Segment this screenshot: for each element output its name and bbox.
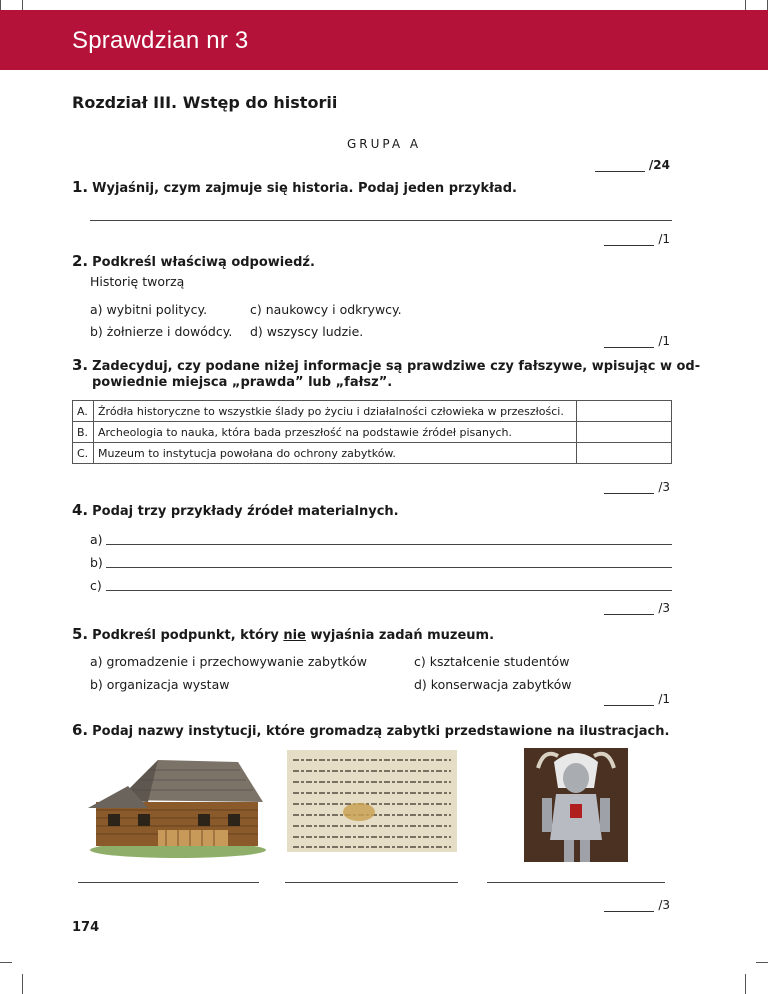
option-c[interactable]: c) kształcenie studentów	[414, 654, 570, 669]
table-row	[73, 443, 672, 464]
score-q6: /3	[604, 898, 670, 912]
option-a[interactable]: a) gromadzenie i przechowywanie zabytków	[90, 654, 367, 669]
answer-line[interactable]	[106, 590, 672, 591]
table-row	[73, 401, 672, 422]
question-6: 6. Podaj nazwy instytucji, które gromadzą zabytki przedstawione na ilustracjach.	[72, 721, 670, 739]
answer-line[interactable]	[90, 220, 672, 221]
page-number: 174	[72, 920, 100, 935]
score-q1: /1	[604, 232, 670, 246]
option-c[interactable]: c) naukowcy i odkrywcy.	[250, 302, 402, 317]
question-stem: Historię tworzą	[90, 274, 185, 289]
row-statement: Archeologia to nauka, która bada przeszłość na podstawie źródeł pisanych.	[94, 422, 577, 443]
answer-cell[interactable]	[577, 422, 672, 443]
option-a[interactable]: a) wybitni politycy.	[90, 302, 208, 317]
score-q2: /1	[604, 334, 670, 348]
answer-label-b: b)	[90, 555, 103, 570]
row-statement: Źródła historyczne to wszystkie ślady po życiu i działalności człowieka w przeszłości.	[94, 401, 577, 422]
option-d[interactable]: d) wszyscy ludzie.	[250, 324, 364, 339]
crop-mark	[756, 962, 768, 963]
question-3: 3. Zadecyduj, czy podane niżej informacje są prawdziwe czy fałszywe, wpisując w od-	[72, 356, 701, 374]
score-q5: /1	[604, 692, 670, 706]
group-label: GRUPA A	[346, 137, 422, 151]
option-b[interactable]: b) organizacja wystaw	[90, 677, 230, 692]
crop-mark	[0, 962, 12, 963]
armor-image	[524, 748, 628, 862]
chapter-title: Rozdział III. Wstęp do historii	[72, 93, 338, 112]
answer-line[interactable]	[106, 544, 672, 545]
option-d[interactable]: d) konserwacja zabytków	[414, 677, 572, 692]
row-letter: C.	[73, 443, 94, 464]
option-b[interactable]: b) żołnierze i dowódcy.	[90, 324, 233, 339]
answer-label-c: c)	[90, 578, 102, 593]
answer-line[interactable]	[285, 882, 458, 883]
crop-mark	[0, 0, 1, 10]
answer-line[interactable]	[487, 882, 665, 883]
row-letter: A.	[73, 401, 94, 422]
row-letter: B.	[73, 422, 94, 443]
question-5: 5. Podkreśl podpunkt, który nie wyjaśnia zadań muzeum.	[72, 625, 495, 643]
crop-mark	[745, 974, 746, 994]
answer-cell[interactable]	[577, 443, 672, 464]
question-4: 4. Podaj trzy przykłady źródeł materialnych.	[72, 501, 399, 519]
table-row	[73, 422, 672, 443]
score-q3: /3	[604, 480, 670, 494]
row-statement: Muzeum to instytucja powołana do ochrony zabytków.	[94, 443, 577, 464]
score-q4: /3	[604, 601, 670, 615]
answer-line[interactable]	[106, 567, 672, 568]
score-line[interactable]	[595, 159, 645, 172]
question-2: 2. Podkreśl właściwą odpowiedź.	[72, 252, 315, 270]
question-1: 1. Wyjaśnij, czym zajmuje się historia. Podaj jeden przykład.	[72, 178, 517, 196]
answer-label-a: a)	[90, 532, 103, 547]
wooden-house-image	[88, 750, 266, 858]
page-title: Sprawdzian nr 3	[72, 27, 249, 54]
answer-line[interactable]	[78, 882, 259, 883]
crop-mark	[22, 974, 23, 994]
manuscript-image	[287, 750, 457, 852]
total-score: /24	[595, 158, 670, 172]
question-3-cont: powiednie miejsca „prawda” lub „fałsz”.	[92, 375, 393, 390]
true-false-table	[72, 400, 672, 464]
answer-cell[interactable]	[577, 401, 672, 422]
